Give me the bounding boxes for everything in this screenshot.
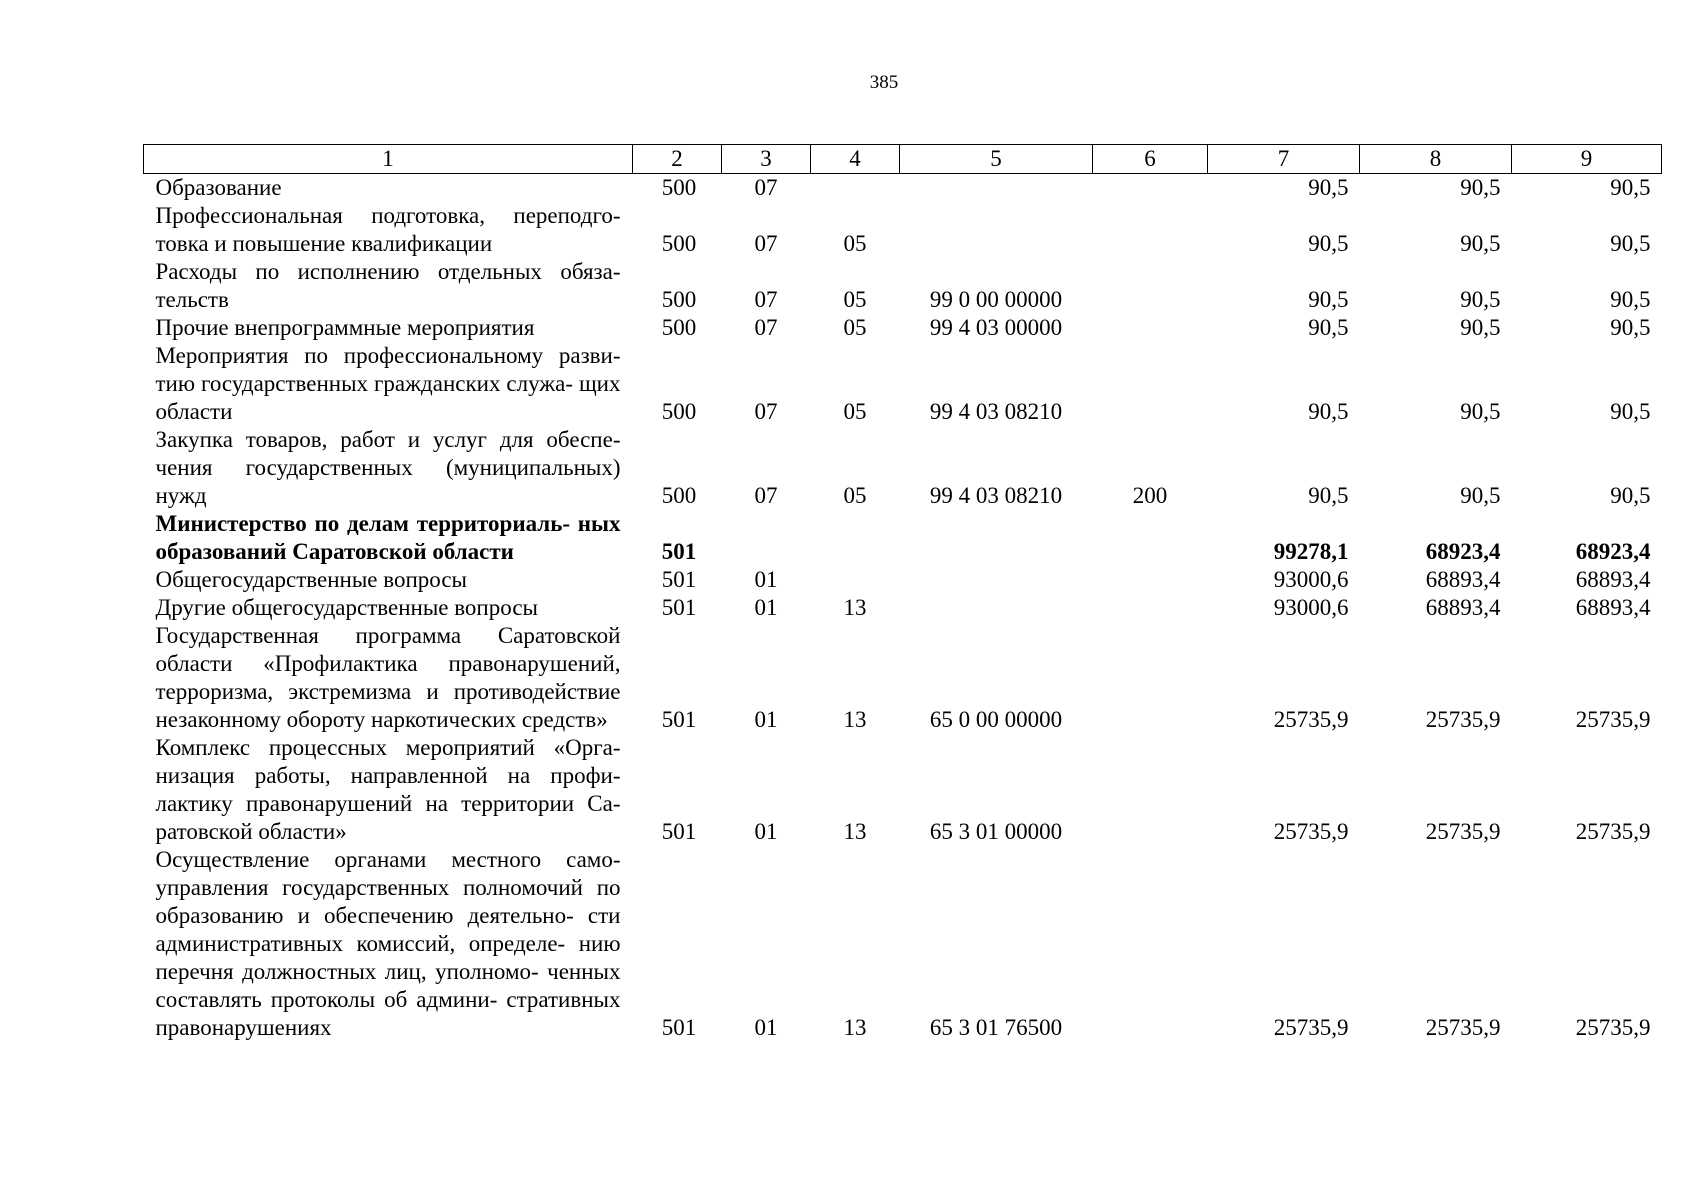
row-expense-type: [1093, 314, 1208, 342]
row-target-code: 65 3 01 00000: [929, 819, 1063, 844]
row-target-code: [900, 174, 1093, 203]
row-section-code: 01: [754, 567, 778, 592]
row-amount-2: 25735,9: [1425, 1015, 1501, 1040]
row-amount-1: 90,5: [1308, 231, 1349, 256]
row-amount-3: 25735,9: [1575, 1015, 1651, 1040]
table-row: [144, 594, 1662, 622]
row-expense-type: [1093, 594, 1208, 622]
row-dept-code: 501: [661, 595, 697, 620]
row-amount-1: 90,5: [1308, 483, 1349, 508]
row-name: Общегосударственные вопросы: [155, 567, 467, 592]
page-number: 385: [869, 72, 899, 93]
row-amount-1: 90,5: [1308, 399, 1349, 424]
row-amount-1: 25735,9: [1273, 819, 1349, 844]
row-name: Комплекс процессных мероприятий «Орга- низация работы, направленной на профи- лактику правонарушений на территории Са- ратовской области»: [155, 735, 621, 844]
row-amount-1: 25735,9: [1273, 707, 1349, 732]
row-expense-type: [1093, 622, 1208, 734]
row-subsection-code: [811, 510, 900, 566]
row-subsection-code: [811, 566, 900, 594]
row-dept-code: 500: [661, 483, 697, 508]
row-expense-type: [1093, 510, 1208, 566]
row-amount-2: 68893,4: [1425, 595, 1501, 620]
header-cell-name: 1: [144, 145, 633, 174]
table-row: [144, 846, 1662, 1042]
row-target-code: 65 3 01 76500: [929, 1015, 1063, 1040]
row-amount-2: 90,5: [1460, 399, 1501, 424]
row-target-code: [900, 202, 1093, 258]
row-section-code: 01: [754, 819, 778, 844]
row-amount-2: 90,5: [1460, 231, 1501, 256]
row-amount-2: 68923,4: [1425, 539, 1501, 564]
row-expense-type: [1093, 342, 1208, 426]
row-target-code: 99 0 00 00000: [929, 287, 1063, 312]
header-cell-amount-3: 9: [1512, 145, 1662, 174]
row-section-code: 07: [754, 287, 778, 312]
row-subsection-code: 05: [843, 315, 867, 340]
row-amount-3: 25735,9: [1575, 819, 1651, 844]
row-amount-1: 90,5: [1308, 287, 1349, 312]
row-expense-type: [1093, 734, 1208, 846]
row-dept-code: 500: [661, 287, 697, 312]
row-subsection-code: 13: [843, 707, 867, 732]
row-section-code: 07: [754, 483, 778, 508]
row-amount-2: 90,5: [1460, 175, 1501, 200]
row-name: Закупка товаров, работ и услуг для обеспе- чения государственных (муниципальных) нужд: [155, 427, 621, 508]
table-row: [144, 342, 1662, 426]
row-amount-2: 25735,9: [1425, 707, 1501, 732]
row-subsection-code: 05: [843, 483, 867, 508]
row-amount-1: 25735,9: [1273, 1015, 1349, 1040]
header-cell-amount-1: 7: [1208, 145, 1360, 174]
row-amount-3: 68893,4: [1575, 595, 1651, 620]
row-section-code: 07: [754, 315, 778, 340]
row-target-code: [900, 510, 1093, 566]
row-amount-2: 68893,4: [1425, 567, 1501, 592]
row-subsection-code: 05: [843, 399, 867, 424]
header-cell-target: 5: [900, 145, 1093, 174]
header-cell-dept: 2: [633, 145, 722, 174]
row-target-code: 99 4 03 08210: [929, 399, 1063, 424]
row-subsection-code: 13: [843, 1015, 867, 1040]
row-name: Министерство по делам территориаль- ных образований Саратовской области: [155, 511, 621, 564]
row-dept-code: 500: [661, 175, 697, 200]
row-name: Прочие внепрограммные мероприятия: [155, 315, 535, 340]
row-amount-3: 68893,4: [1575, 567, 1651, 592]
row-expense-type: [1093, 566, 1208, 594]
header-cell-section: 3: [722, 145, 811, 174]
row-amount-3: 90,5: [1610, 483, 1651, 508]
row-subsection-code: 13: [843, 819, 867, 844]
header-cell-amount-2: 8: [1360, 145, 1512, 174]
row-expense-type: [1093, 258, 1208, 314]
row-name: Другие общегосударственные вопросы: [155, 595, 538, 620]
row-name: Профессиональная подготовка, переподго- товка и повышение квалификации: [155, 203, 621, 256]
row-name: Осуществление органами местного само- управления государственных полномочий по образованию и обеспечению деятельно- сти административных комиссий, определе- нию перечня должностных лиц, уполномо- ченных составлять протоколы об админи- стративных правонарушениях: [155, 847, 621, 1040]
row-section-code: 07: [754, 399, 778, 424]
row-amount-1: 93000,6: [1273, 595, 1349, 620]
row-amount-1: 93000,6: [1273, 567, 1349, 592]
table-row: [144, 622, 1662, 734]
row-name: Государственная программа Саратовской области «Профилактика правонарушений, терроризма, экстремизма и противодействие незаконному обороту наркотических средств»: [155, 623, 621, 732]
row-section-code: 01: [754, 595, 778, 620]
row-name: Расходы по исполнению отдельных обяза- тельств: [155, 259, 621, 312]
row-section-code: 07: [754, 175, 778, 200]
row-dept-code: 501: [661, 1015, 697, 1040]
row-target-code: 99 4 03 08210: [929, 483, 1063, 508]
row-target-code: 99 4 03 00000: [929, 315, 1063, 340]
row-dept-code: 500: [661, 231, 697, 256]
row-amount-3: 90,5: [1610, 231, 1651, 256]
row-target-code: [900, 566, 1093, 594]
row-section-code: 01: [754, 1015, 778, 1040]
header-cell-subsection: 4: [811, 145, 900, 174]
row-name: Мероприятия по профессиональному разви- тию государственных гражданских служа- щих области: [155, 343, 621, 424]
row-expense-type: 200: [1132, 483, 1168, 508]
row-amount-1: 99278,1: [1273, 539, 1349, 564]
row-dept-code: 501: [661, 539, 697, 564]
row-amount-3: 90,5: [1610, 399, 1651, 424]
row-amount-3: 68923,4: [1575, 539, 1651, 564]
row-dept-code: 501: [661, 707, 697, 732]
table-row: [144, 174, 1662, 203]
row-amount-3: 90,5: [1610, 315, 1651, 340]
row-target-code: 65 0 00 00000: [929, 707, 1063, 732]
row-section-code: 07: [754, 231, 778, 256]
table-row: [144, 566, 1662, 594]
row-amount-3: 25735,9: [1575, 707, 1651, 732]
table-row: [144, 202, 1662, 258]
row-amount-2: 25735,9: [1425, 819, 1501, 844]
row-section-code: 01: [754, 707, 778, 732]
row-subsection-code: [811, 174, 900, 203]
row-expense-type: [1093, 174, 1208, 203]
header-cell-expense-type: 6: [1093, 145, 1208, 174]
row-subsection-code: 05: [843, 287, 867, 312]
table-row: [144, 258, 1662, 314]
row-amount-1: 90,5: [1308, 175, 1349, 200]
table-row: [144, 314, 1662, 342]
table-row: [144, 734, 1662, 846]
row-section-code: [722, 510, 811, 566]
row-dept-code: 500: [661, 399, 697, 424]
row-subsection-code: 13: [843, 595, 867, 620]
budget-table: [143, 144, 1662, 1042]
table-row: [144, 510, 1662, 566]
row-amount-3: 90,5: [1610, 287, 1651, 312]
row-expense-type: [1093, 202, 1208, 258]
row-amount-3: 90,5: [1610, 175, 1651, 200]
row-amount-1: 90,5: [1308, 315, 1349, 340]
table-body: [144, 174, 1662, 1043]
row-dept-code: 501: [661, 567, 697, 592]
table-row: [144, 426, 1662, 510]
row-dept-code: 500: [661, 315, 697, 340]
row-dept-code: 501: [661, 819, 697, 844]
row-amount-2: 90,5: [1460, 483, 1501, 508]
row-name: Образование: [155, 175, 282, 200]
row-amount-2: 90,5: [1460, 287, 1501, 312]
row-amount-2: 90,5: [1460, 315, 1501, 340]
row-target-code: [900, 594, 1093, 622]
row-subsection-code: 05: [843, 231, 867, 256]
row-expense-type: [1093, 846, 1208, 1042]
table-header-row: [144, 145, 1662, 174]
